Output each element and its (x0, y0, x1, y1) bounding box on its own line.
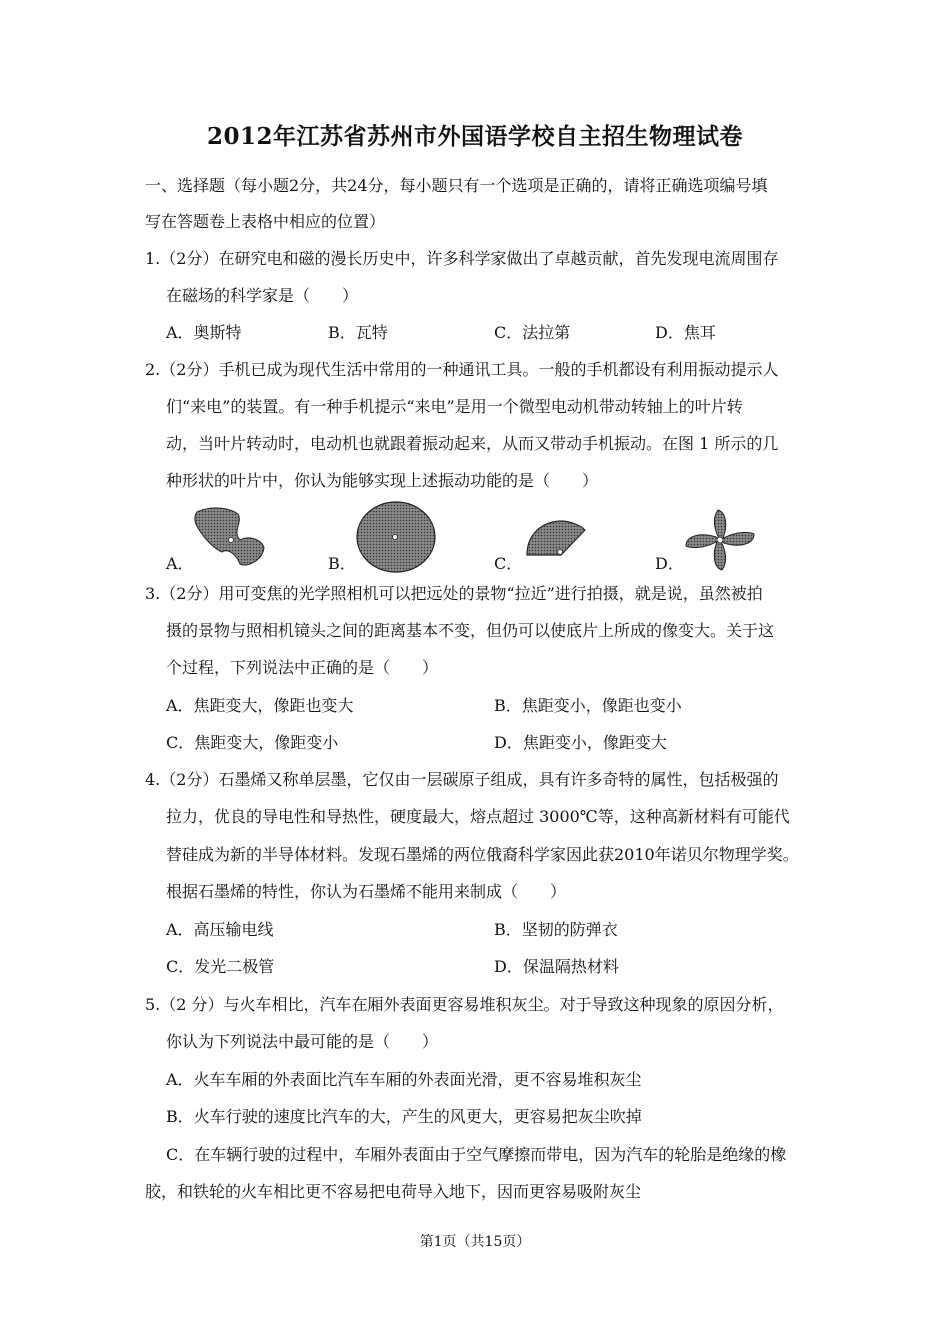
q2-option-c[interactable]: C． (494, 554, 523, 573)
q2-option-a[interactable]: A． (166, 554, 194, 573)
q3-option-d[interactable]: D．焦距变小，像距变大 (494, 733, 667, 752)
q4-stem-line-1: 4.（2分）石墨烯又称单层墨，它仅由一层碳原子组成，具有许多奇特的属性，包括极强的 (145, 770, 779, 789)
q5-stem-line-1: 5.（2 分）与火车相比，汽车在厢外表面更容易堆积灰尘。对于导致这种现象的原因分析， (145, 995, 784, 1014)
section-heading-line-2: 写在答题卷上表格中相应的位置） (145, 212, 386, 231)
q4-option-d[interactable]: D．保温隔热材料 (494, 957, 619, 976)
q2-stem-line-1: 2.（2分）手机已成为现代生活中常用的一种通讯工具。一般的手机都设有利用振动提示人 (145, 360, 779, 379)
section-heading-line-1: 一、选择题（每小题2分，共24分，每小题只有一个选项是正确的，请将正确选项编号填 (145, 176, 768, 195)
irregular-blade-icon (195, 508, 264, 565)
q2-option-b[interactable]: B． (328, 554, 356, 573)
q1-option-a[interactable]: A．奥斯特 (166, 323, 242, 342)
q1-option-b[interactable]: B．瓦特 (328, 323, 388, 342)
q5-option-c[interactable]: C．在车辆行驶的过程中，车厢外表面由于空气摩擦而带电，因为汽车的轮胎是绝缘的橡 (166, 1145, 787, 1164)
exam-title: 2012年江苏省苏州市外国语学校自主招生物理试卷 (206, 123, 743, 150)
q2-option-d[interactable]: D． (655, 554, 684, 573)
q5-stem-line-2: 你认为下列说法中最可能的是（ ） (166, 1032, 439, 1051)
q3-option-b[interactable]: B．焦距变小，像距也变小 (494, 696, 682, 715)
q1-option-d[interactable]: D．焦耳 (655, 323, 716, 342)
q3-option-a[interactable]: A．焦距变大，像距也变大 (166, 696, 354, 715)
q4-stem-line-4: 根据石墨烯的特性，你认为石墨烯不能用来制成（ ） (166, 882, 567, 901)
q5-option-b[interactable]: B．火车行驶的速度比汽车的大，产生的风更大，更容易把灰尘吹掉 (166, 1107, 642, 1126)
q1-stem-line-1: 1.（2分）在研究电和磁的漫长历史中，许多科学家做出了卓越贡献，首先发现电流周围存 (145, 249, 779, 268)
q4-option-c[interactable]: C．发光二极管 (166, 957, 275, 976)
q3-stem-line-2: 摄的景物与照相机镜头之间的距离基本不变，但仍可以使底片上所成的像变大。关于这 (166, 621, 775, 640)
page-footer: 第1页（共15页） (419, 1234, 531, 1250)
q4-stem-line-3: 替硅成为新的半导体材料。发现石墨烯的两位俄裔科学家因此获2010年诺贝尔物理学奖。 (166, 845, 799, 864)
q5-option-c-continued: 胶，和铁轮的火车相比更不容易把电荷导入地下，因而更容易吸附灰尘 (145, 1182, 642, 1201)
q2-stem-line-3: 动，当叶片转动时，电动机也就跟着振动起来，从而又带动手机振动。在图 1 所示的几 (166, 434, 779, 453)
four-blade-propeller-icon (686, 510, 754, 570)
q4-option-a[interactable]: A．高压输电线 (166, 920, 274, 939)
q3-stem-line-1: 3.（2分）用可变焦的光学照相机可以把远处的景物“拉近”进行拍摄，就是说，虽然被拍 (145, 584, 763, 603)
q2-stem-line-2: 们“来电”的装置。有一种手机提示“来电”是用一个微型电动机带动转轴上的叶片转 (166, 397, 743, 416)
q4-option-b[interactable]: B．坚韧的防弹衣 (494, 920, 618, 939)
q1-option-c[interactable]: C．法拉第 (494, 323, 571, 342)
circular-disc-icon (357, 502, 435, 572)
q3-stem-line-3: 个过程，下列说法中正确的是（ ） (166, 658, 439, 677)
q5-option-a[interactable]: A．火车车厢的外表面比汽车车厢的外表面光滑，更不容易堆积灰尘 (166, 1070, 642, 1089)
q3-option-c[interactable]: C．焦距变大，像距变小 (166, 733, 339, 752)
q4-stem-line-2: 拉力，优良的导电性和导热性，硬度最大，熔点超过 3000℃等，这种高新材料有可能代 (166, 807, 790, 826)
fan-sector-icon (527, 521, 585, 555)
q1-stem-line-2: 在磁场的科学家是（ ） (166, 286, 359, 305)
q2-stem-line-4: 种形状的叶片中，你认为能够实现上述振动功能的是（ ） (166, 471, 599, 490)
